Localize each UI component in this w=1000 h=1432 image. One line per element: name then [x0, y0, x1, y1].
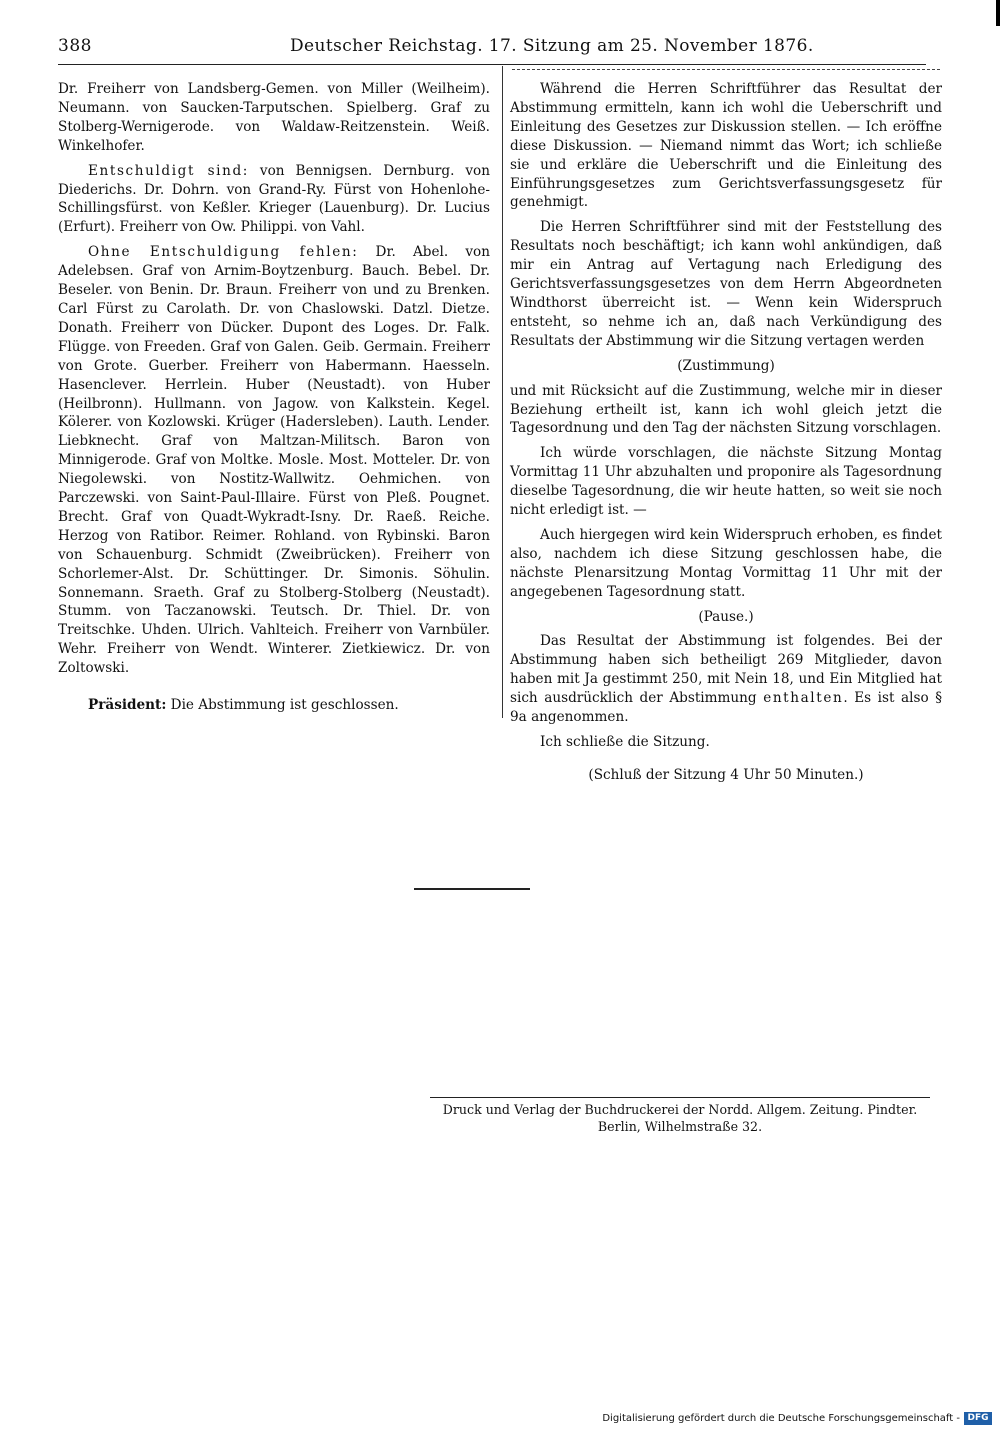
- right-column: [510, 80, 942, 791]
- scan-edge-mark: [996, 0, 1000, 26]
- president-label: Präsident:: [88, 697, 167, 714]
- excused-paragraph: [58, 162, 490, 238]
- approval-note: (Zustimmung): [677, 357, 775, 374]
- page-header: [58, 36, 924, 66]
- session-closing-note: (Schluß der Sitzung 4 Uhr 50 Minuten.): [588, 766, 864, 783]
- header-rule: [58, 64, 926, 65]
- absent-names: Dr. Abel. von Adelebsen. Graf von Arnim-Boytzenburg. Bauch. Bebel. Dr. Beseler. von Benin. Dr. Braun. Freiherr von und zu Brenken. Carl Fürst zu Carolath. Dr. von Chaslowski. Datzl. Dietze. Donath. Freiherr von Dücker. Dupont des Loges. Dr. Falk. Flügge. von Freeden. Graf von Galen. Geib. Germain. Freiherr von Grote. Guerber. Freiherr von Habermann. Haesseln. Hasenclever. Herrlein. Huber (Neustadt). von Huber (Heilbronn). Hullmann. von Jagow. von Kalkstein. Kegel. Kölerer. von Kozlowski. Krüger (Hadersleben). Lauth. Lender. Liebknecht. Graf von Maltzan-Militsch. Baron von Minnigerode. Graf von Moltke. Mosle. Most. Motteler. Dr. von Niegolewski. von Nostitz-Wallwitz. Oehmichen. von Parczewski. von Saint-Paul-Illaire. Fürst von Pleß. Pougnet. Brecht. Graf von Quadt-Wykradt-Isny. Dr. Raeß. Reiche. Herzog von Ratibor. Reimer. Rohland. von Rybinski. Baron von Schauenburg. Schmidt (Zweibrücken). Freiherr von Schorlemer-Alst. Dr. Schüttinger. Dr. Simonis. Söhulin. Sonnemann. Sraeth. Graf zu Stolberg-Stolberg (Neustadt). Stumm. von Taczanowski. Teutsch. Dr. Thiel. Dr. von Treitschke. Uhden. Ulrich. Vahlteich. Freiherr von Varnbüler. Wehr. Freiherr von Wendt. Winterer. Zietkiewicz. Dr. von Zoltowski.: [58, 244, 490, 677]
- paragraph-kein-widerspruch: Auch hiergegen wird kein Widerspruch erhoben, es findet also, nachdem ich diese Sitzung geschlossen habe, die nächste Plenarsitzung Montag Vormittag 11 Uhr mit der angegebenen Tagesordnung statt.: [510, 526, 942, 600]
- printer-imprint: [430, 1101, 930, 1135]
- paragraph-schliesse: Ich schließe die Sitzung.: [540, 734, 710, 750]
- resultat-text: Das Resultat der Abstimmung ist folgendes. Bei der Abstimmung haben sich betheiligt 269 Mitglieder, davon haben mit Ja gestimmt 250, mit Nein 18, und Ein Mitglied hat sich ausdrücklich der Abstimmung: [510, 633, 942, 707]
- president-text: Die Abstimmung ist geschlossen.: [166, 697, 399, 714]
- end-of-text-rule: [414, 888, 530, 890]
- dfg-logo-icon: DFG: [964, 1412, 992, 1425]
- excused-names: von Bennigsen. Dernburg. von Diederichs. Dr. Dohrn. von Grand-Ry. Fürst von Hohenlohe-Schillingsfürst. von Keßler. Krieger (Lauenburg). Dr. Lucius (Erfurt). Freiherr von Ow. Philippi. von Vahl.: [58, 162, 490, 236]
- pause-note: (Pause.): [698, 608, 754, 625]
- paragraph-tagesordnung: und mit Rücksicht auf die Zustimmung, welche mir in dieser Beziehung ertheilt ist, kann ich wohl gleich jetzt die Tagesordnung und den Tag der nächsten Sitzung vorschlagen.: [510, 382, 942, 437]
- header-dashed-rule: [512, 69, 940, 70]
- paragraph-naechste-sitzung: Ich würde vorschlagen, die nächste Sitzung Montag Vormittag 11 Uhr abzuhalten und proponire als Tagesordnung dieselbe Tagesordnung, die wir heute hatten, so weit sie noch nicht erledigt ist. —: [510, 445, 942, 519]
- resultat-enthalten: enthalten: [763, 690, 844, 707]
- imprint-rule: [430, 1097, 930, 1098]
- left-column: [58, 80, 490, 721]
- president-statement: [58, 696, 490, 715]
- voters-list-tail: Dr. Freiherr von Landsberg-Gemen. von Miller (Weilheim). Neumann. von Saucken-Tarputschen. Spielberg. Graf zu Stolberg-Wernigerode. von Waldaw-Reitzenstein. Weiß. Winkelhofer.: [58, 81, 490, 154]
- imprint-line-2: Berlin, Wilhelmstraße 32.: [597, 1119, 763, 1134]
- column-divider: [502, 66, 503, 718]
- paragraph-diskussion: Während die Herren Schriftführer das Resultat der Abstimmung ermitteln, kann ich wohl die Ueberschrift und Einleitung des Gesetzes zur Diskussion stellen. — Ich eröffne diese Diskussion. — Niemand nimmt das Wort; ich schließe sie und erkläre die Ueberschrift und die Einleitung des Einführungsgesetzes zum Gerichtsverfassungsgesetz für genehmigt.: [510, 81, 942, 211]
- absent-label: Ohne Entschuldigung fehlen:: [88, 244, 359, 261]
- digitization-credit: Digitalisierung gefördert durch die Deutsche Forschungsgemeinschaft -: [602, 1413, 960, 1424]
- page-number: 388: [58, 36, 92, 56]
- absent-paragraph: [58, 243, 490, 678]
- paragraph-resultat: [510, 632, 942, 727]
- paragraph-vertagung: Die Herren Schriftführer sind mit der Feststellung des Resultats noch beschäftigt; ich kann wohl ankündigen, daß mir ein Antrag auf Vertagung nach Erledigung des Gerichtsverfassungsgesetzes von dem Herrn Abgeordneten Windthorst überreicht ist. — Wenn kein Widerspruch entsteht, so nehme ich an, daß nach Verkündigung des Resultats der Abstimmung wir die Sitzung vertagen werden: [510, 219, 942, 349]
- resultat-text-end: . Es ist also § 9a angenommen.: [510, 690, 942, 726]
- running-title: Deutscher Reichstag. 17. Sitzung am 25. November 1876.: [290, 36, 814, 56]
- digitization-credit-bar: [602, 1413, 992, 1427]
- excused-label: Entschuldigt sind:: [88, 162, 249, 179]
- imprint-line-1: Druck und Verlag der Buchdruckerei der Nordd. Allgem. Zeitung. Pindter.: [442, 1102, 918, 1117]
